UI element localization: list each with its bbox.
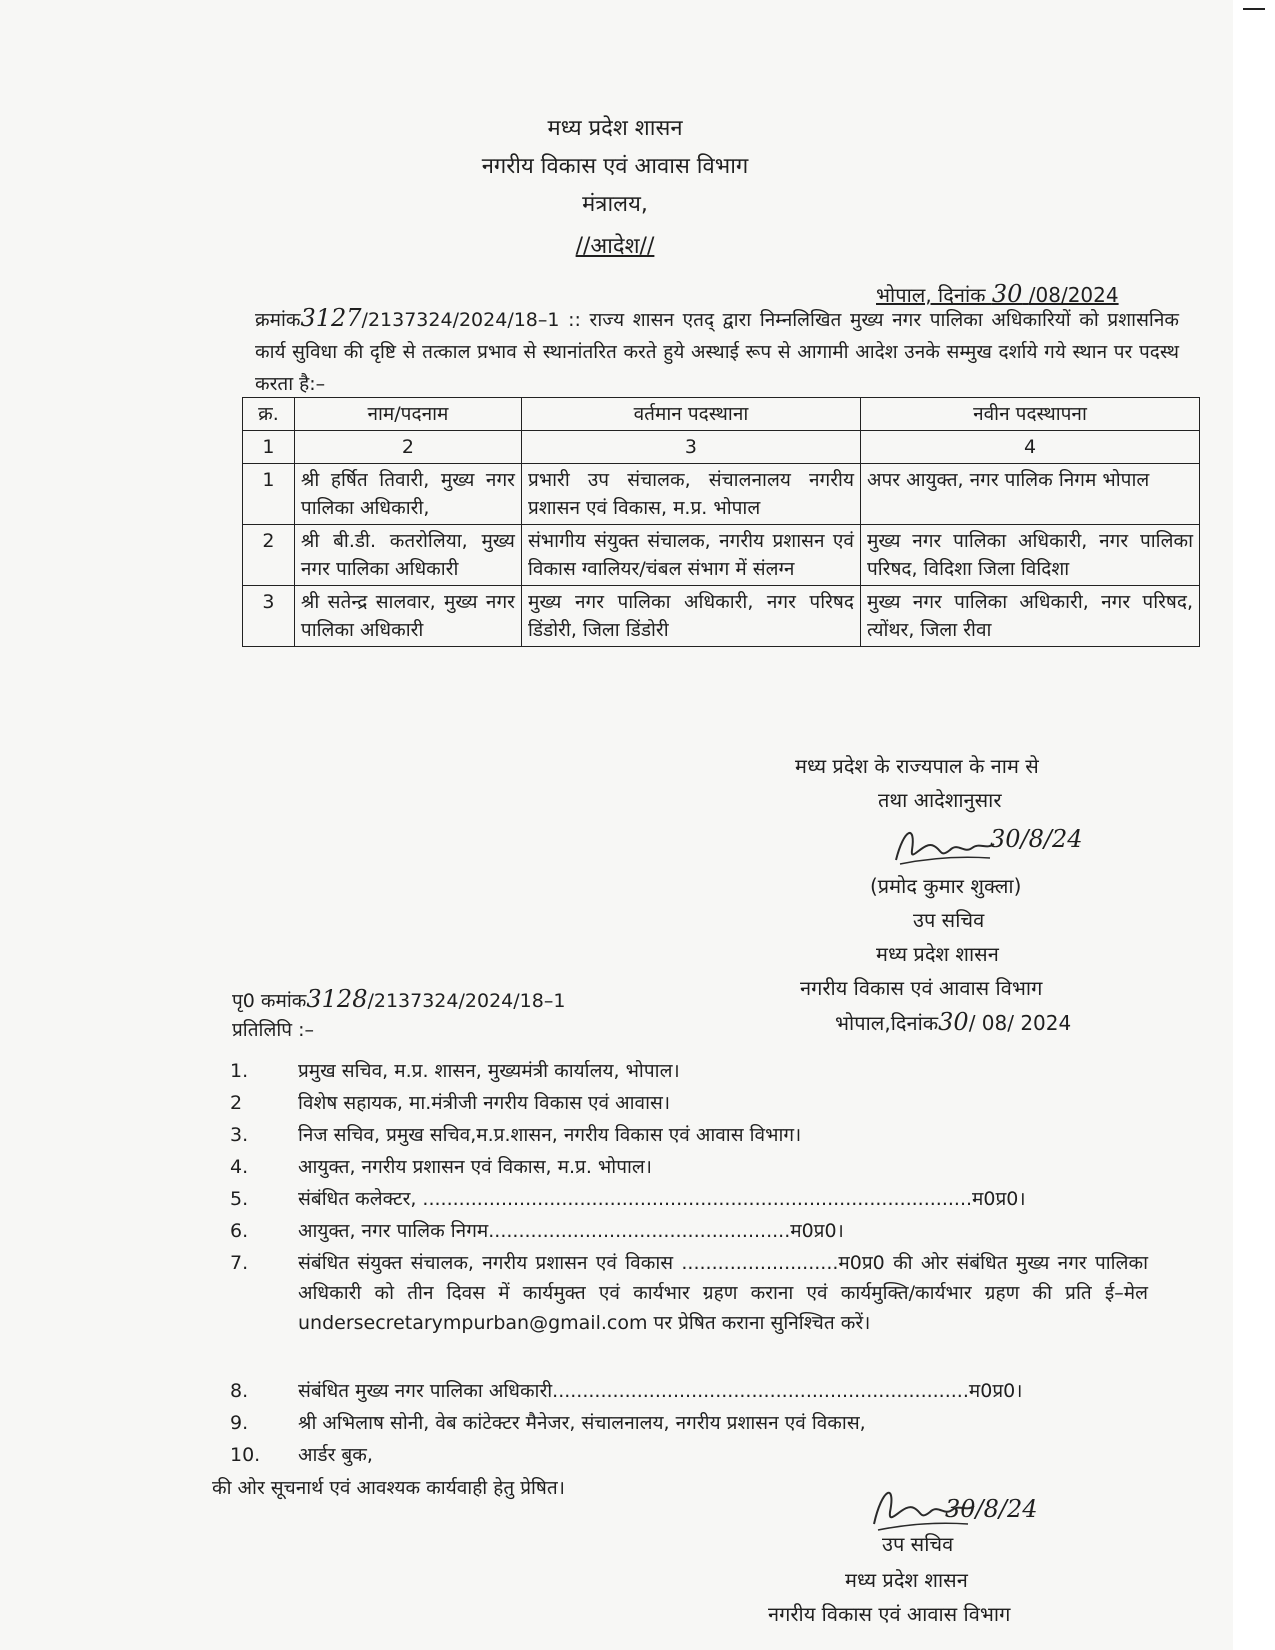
- signatory-department: नगरीय विकास एवं आवास विभाग: [800, 976, 1043, 1000]
- table-cell: 4: [860, 431, 1199, 464]
- posting-table: [242, 397, 1200, 647]
- handwritten-endorsement-number: 3128: [306, 985, 368, 1013]
- signatory-designation: उप सचिव: [882, 1532, 954, 1556]
- signatory-org: मध्य प्रदेश शासन: [876, 942, 999, 966]
- table-cell: श्री बी.डी. कतरोलिया, मुख्य नगर पालिका अधिकारी: [294, 525, 521, 586]
- closing-line: की ओर सूचनार्थ एवं आवश्यक कार्यवाही हेतु प्रेषित।: [212, 1477, 565, 1499]
- table-cell: 2: [243, 525, 295, 586]
- governor-authority-line: मध्य प्रदेश के राज्यपाल के नाम से: [795, 754, 1039, 778]
- table-row: [243, 464, 1200, 525]
- table-header-cell: नाम/पदनाम: [294, 398, 521, 431]
- table-cell: 3: [243, 586, 295, 647]
- table-cell: 1: [243, 431, 295, 464]
- table-header-cell: क्र.: [243, 398, 295, 431]
- table-cell: प्रभारी उप संचालक, संचालनालय नगरीय प्रशासन एवं विकास, म.प्र. भोपाल: [521, 464, 860, 525]
- signature-date-line: भोपाल,दिनांक30/ 08/ 2024: [835, 1008, 1072, 1036]
- signatory-name: (प्रमोद कुमार शुक्ला): [870, 874, 1022, 898]
- signature-date: 30/8/24: [990, 825, 1083, 853]
- endorsement-number: पृ0 कमांक3128/2137324/2024/18–1: [232, 985, 566, 1013]
- order-date: भोपाल, दिनांक 30 /08/2024: [876, 280, 1119, 308]
- table-header-row: [243, 398, 1200, 431]
- table-cell: श्री सतेन्द्र सालवार, मुख्य नगर पालिका अधिकारी: [294, 586, 521, 647]
- table-cell: 2: [294, 431, 521, 464]
- table-cell: मुख्य नगर पालिका अधिकारी, नगर पालिका परिषद, विदिशा जिला विदिशा: [860, 525, 1199, 586]
- scan-mark: [1243, 8, 1265, 10]
- signatory-department: नगरीय विकास एवं आवास विभाग: [768, 1602, 1011, 1626]
- header-department: नगरीय विकास एवं आवास विभाग: [481, 154, 749, 179]
- header-ministry: मंत्रालय,: [582, 192, 648, 217]
- table-cell: मुख्य नगर पालिका अधिकारी, नगर परिषद डिंडोरी, जिला डिंडोरी: [521, 586, 860, 647]
- copy-label: प्रतिलिपि :–: [232, 1019, 315, 1041]
- table-row: [243, 586, 1200, 647]
- table-header-cell: वर्तमान पदस्थाना: [521, 398, 860, 431]
- order-title: //आदेश//: [575, 234, 655, 259]
- handwritten-order-number: 3127: [300, 304, 362, 332]
- table-cell: संभागीय संयुक्त संचालक, नगरीय प्रशासन एवं विकास ग्वालियर/चंबल संभाग में संलग्न: [521, 525, 860, 586]
- table-cell: 3: [521, 431, 860, 464]
- table-row: [243, 525, 1200, 586]
- handwritten-day: 30: [938, 1008, 969, 1036]
- signatory-designation: उप सचिव: [913, 908, 985, 932]
- table-column-number-row: [243, 431, 1200, 464]
- scan-edge: [1233, 0, 1275, 1650]
- table-cell: श्री हर्षित तिवारी, मुख्य नगर पालिका अधिकारी,: [294, 464, 521, 525]
- order-paragraph: क्रमांक3127/2137324/2024/18–1 :: राज्य शासन एतद् द्वारा निम्नलिखित मुख्य नगर पालिका अधिकारियों को प्रशासनिक कार्य सुविधा की दृष्टि से तत्काल प्रभाव से स्थानांतरित करते हुये अस्थाई रूप से आगामी आदेश उनके सम्मुख दर्शाये गये स्थान पर पदस्थ करता है:–: [255, 304, 1179, 395]
- table-header-cell: नवीन पदस्थापना: [860, 398, 1199, 431]
- handwritten-day: 30: [991, 280, 1023, 308]
- table-cell: अपर आयुक्त, नगर पालिक निगम भोपाल: [860, 464, 1199, 525]
- header-govt: मध्य प्रदेश शासन: [547, 116, 683, 141]
- order-authority-line: तथा आदेशानुसार: [878, 788, 1002, 812]
- table-cell: मुख्य नगर पालिका अधिकारी, नगर परिषद, त्योंथर, जिला रीवा: [860, 586, 1199, 647]
- signatory-org: मध्य प्रदेश शासन: [845, 1568, 968, 1592]
- table-cell: 1: [243, 464, 295, 525]
- signature-date: 30/8/24: [945, 1495, 1038, 1523]
- signature-mark: [890, 820, 1000, 872]
